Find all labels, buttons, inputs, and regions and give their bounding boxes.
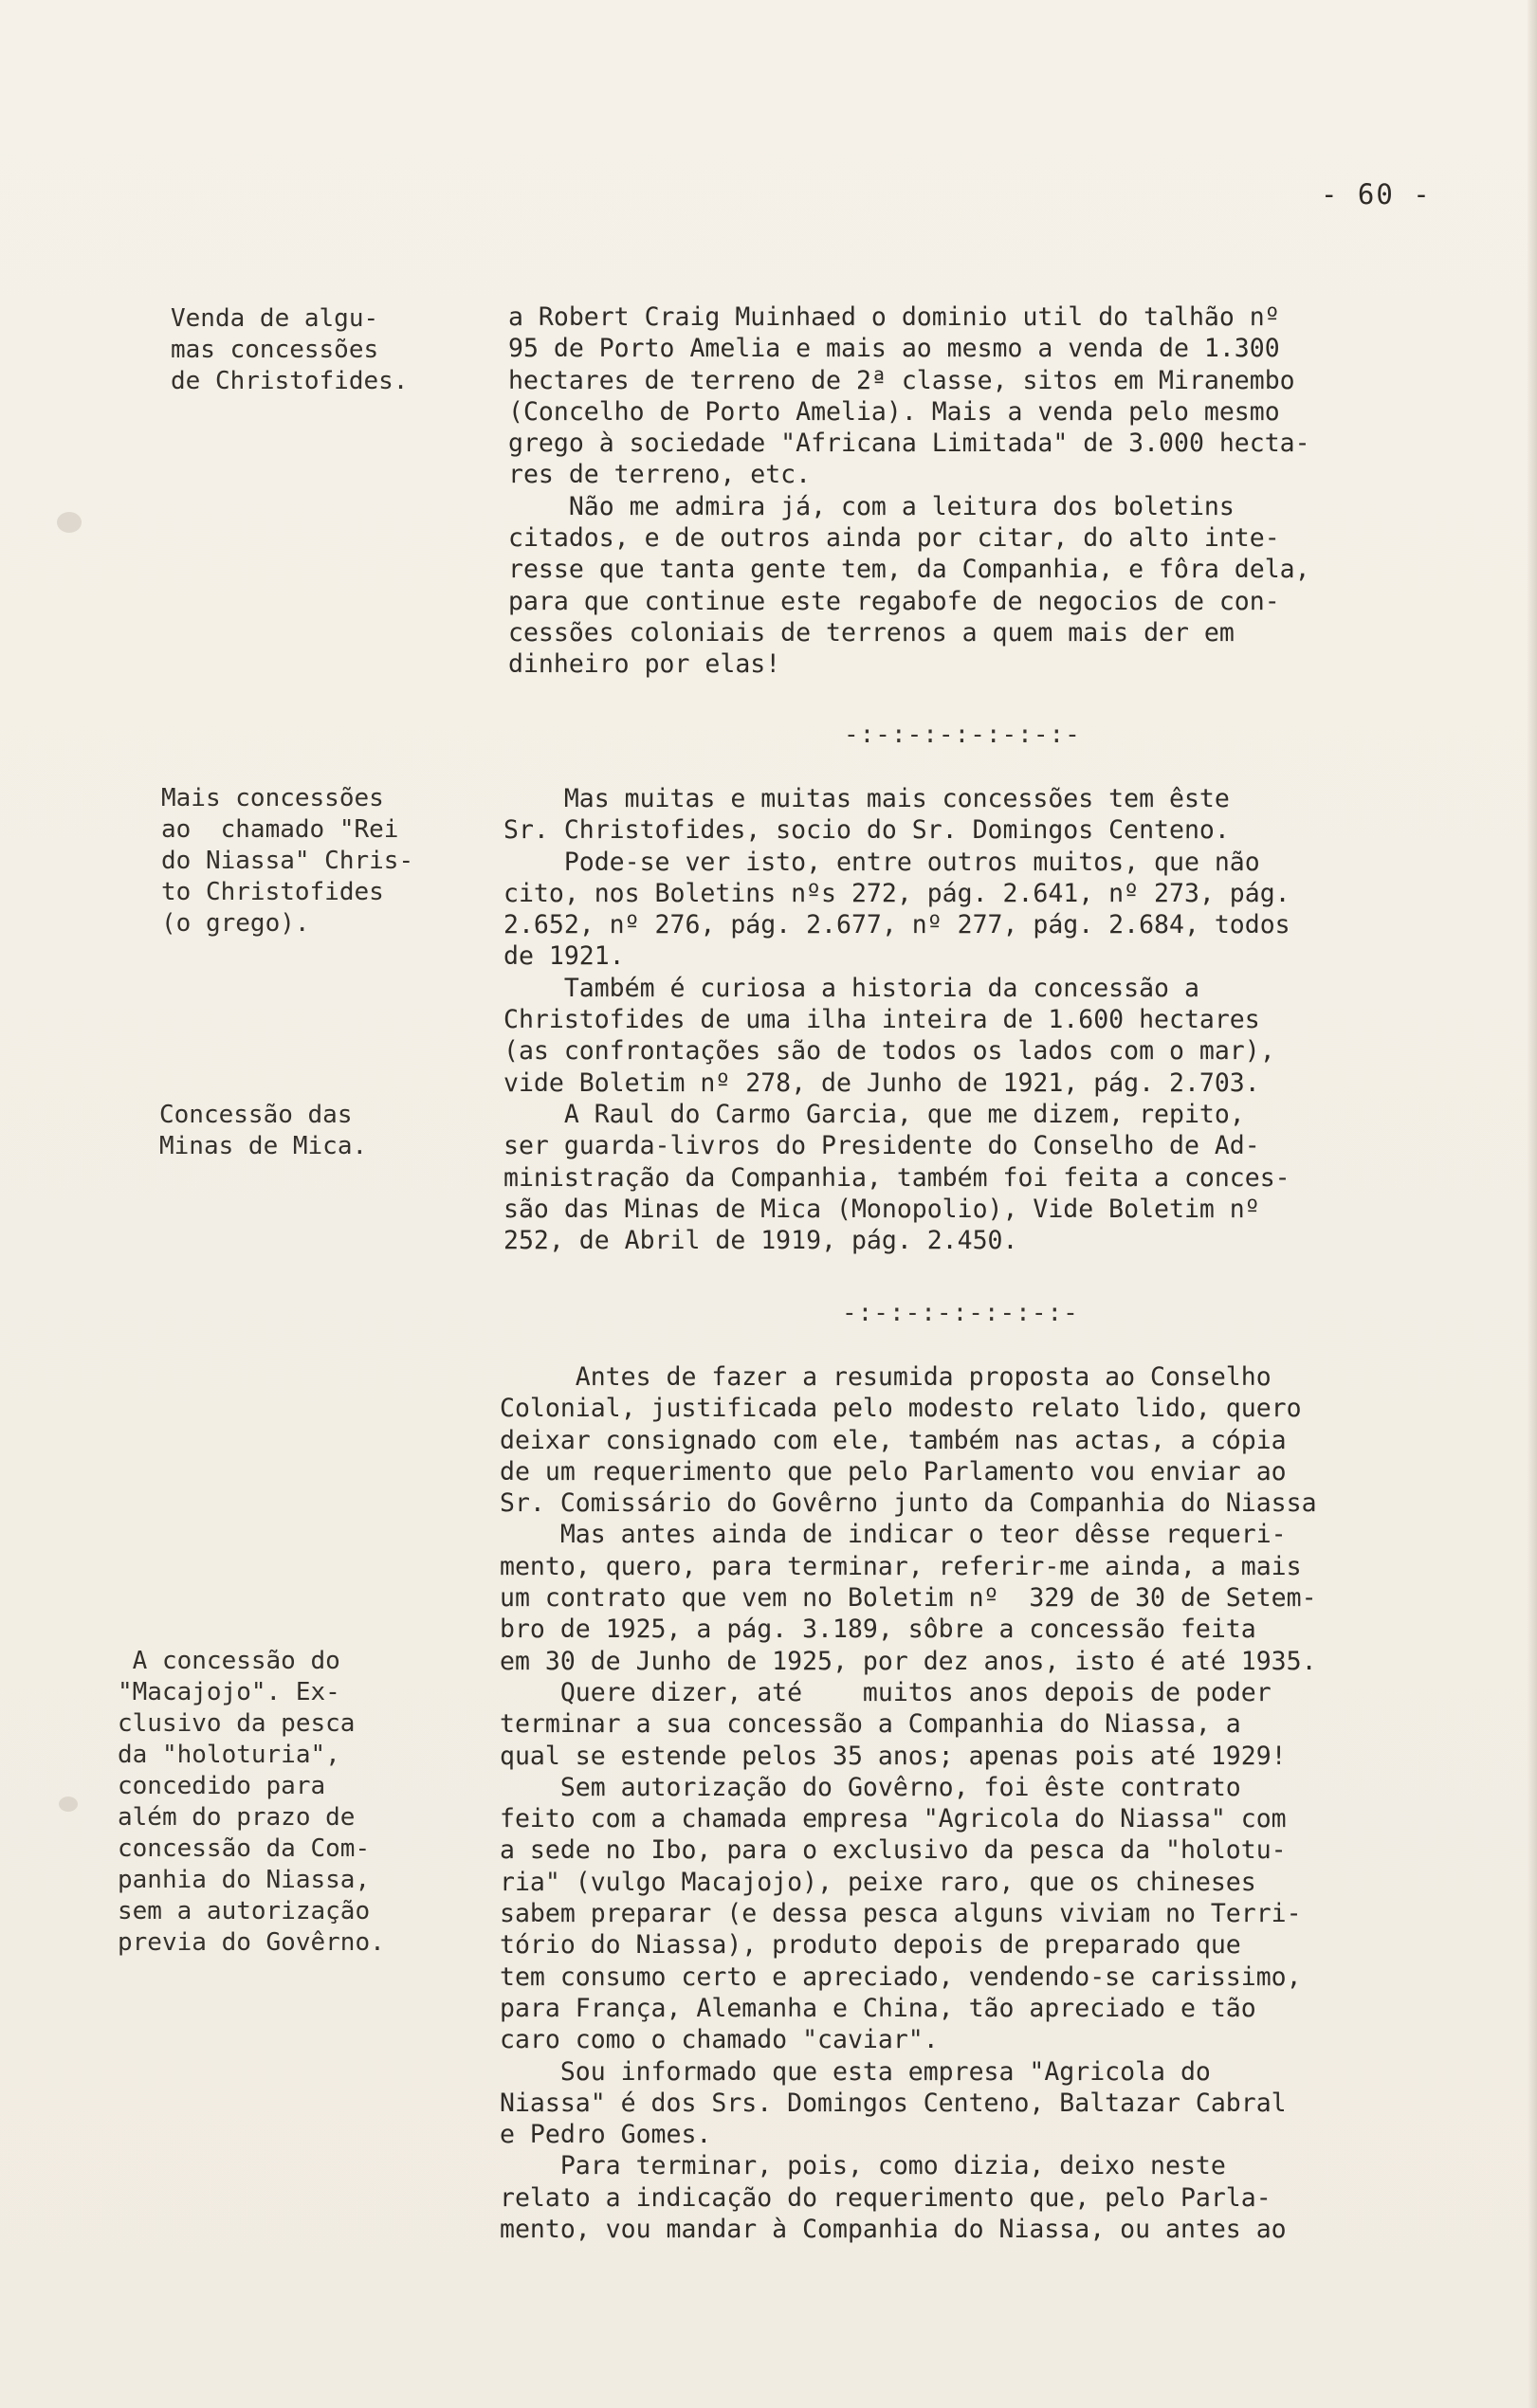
page-edge-shadow: [1528, 0, 1537, 2408]
paper-smudge: [57, 512, 82, 533]
margin-note-macajojo: A concessão do "Macajojo". Ex- clusivo da pesca da "holoturia", concedido para além do prazo de concessão da Com- panhia do Niassa, sem a autorização previa do Govêrno.: [118, 1647, 385, 1957]
section-separator: -:-:-:-:-:-:-:-: [842, 1299, 1079, 1327]
margin-note-christofides-sales: Venda de algu- mas concessões de Christofides.: [171, 304, 409, 395]
margin-note-more-concessions: Mais concessões ao chamado "Rei do Niassa" Chris- to Christofides (o grego).: [161, 784, 414, 938]
section-separator: -:-:-:-:-:-:-:-: [844, 721, 1081, 749]
body-paragraph-christofides: Mas muitas e muitas mais concessões tem êste Sr. Christofides, socio do Sr. Domingos Centeno. Pode-se ver isto, entre outros muitos, que não cito, nos Boletins nºs 272, pág. 2.641, nº 273, pág. 2.652, nº 276, pág. 2.677, nº 277, pág. 2.684, todos de 1921. Também é curiosa a historia da concessão a Christofides de uma ilha inteira de 1.600 hectares (as confrontações são de todos os lados com o mar), vide Boletim nº 278, de Junho de 1921, pág. 2.703. A Raul do Carmo Garcia, que me dizem, repito, ser guarda-livros do Presidente do Conselho de Ad- ministração da Companhia, também foi feita a conces- são das Minas de Mica (Monopolio), Vide Boletim nº 252, de Abril de 1919, pág. 2.450.: [503, 784, 1290, 1256]
paper-smudge: [59, 1797, 78, 1812]
body-paragraph-proposal: Antes de fazer a resumida proposta ao Conselho Colonial, justificada pelo modesto relato lido, quero deixar consignado com ele, também nas actas, a cópia de um requerimento que pelo Parlamento vou enviar ao Sr. Comissário do Govêrno junto da Companhia do Niassa Mas antes ainda de indicar o teor dêsse requeri- mento, quero, para terminar, referir-me ainda, a mais um contrato que vem no Boletim nº 329 de 30 de Setem- bro de 1925, a pág. 3.189, sôbre a concessão feita em 30 de Junho de 1925, por dez anos, isto é até 1935. Quere dizer, até muitos anos depois de poder terminar a sua concessão a Companhia do Niassa, a qual se estende pelos 35 anos; apenas pois até 1929! Sem autorização do Govêrno, foi êste contrato feito com a chamada empresa "Agricola do Niassa" com a sede no Ibo, para o exclusivo da pesca da "holotu- ria" (vulgo Macajojo), peixe raro, que os chineses sabem preparar (e dessa pesca alguns viviam no Terri- tório do Niassa), produto depois de preparado que tem consumo certo e apreciado, vendendo-se carissimo, para França, Alemanha e China, tão apreciado e tão caro como o chamado "caviar". Sou informado que esta empresa "Agricola do Niassa" é dos Srs. Domingos Centeno, Baltazar Cabral e Pedro Gomes. Para terminar, pois, como dizia, deixo neste relato a indicação do requerimento que, pelo Parla- mento, vou mandar à Companhia do Niassa, ou antes ao: [500, 1362, 1317, 2245]
page-number: - 60 -: [1321, 178, 1432, 210]
body-paragraph-concessions: a Robert Craig Muinhaed o dominio util do talhão nº 95 de Porto Amelia e mais ao mesmo a venda de 1.300 hectares de terreno de 2ª classe, sitos em Miranembo (Concelho de Porto Amelia). Mais a venda pelo mesmo grego à sociedade "Africana Limitada" de 3.000 hecta- res de terreno, etc. Não me admira já, com a leitura dos boletins citados, e de outros ainda por citar, do alto inte- resse que tanta gente tem, da Companhia, e fôra dela, para que continue este regabofe de negocios de con- cessões coloniais de terrenos a quem mais der em dinheiro por elas!: [508, 302, 1310, 680]
margin-note-mica-mines: Concessão das Minas de Mica.: [159, 1101, 368, 1160]
